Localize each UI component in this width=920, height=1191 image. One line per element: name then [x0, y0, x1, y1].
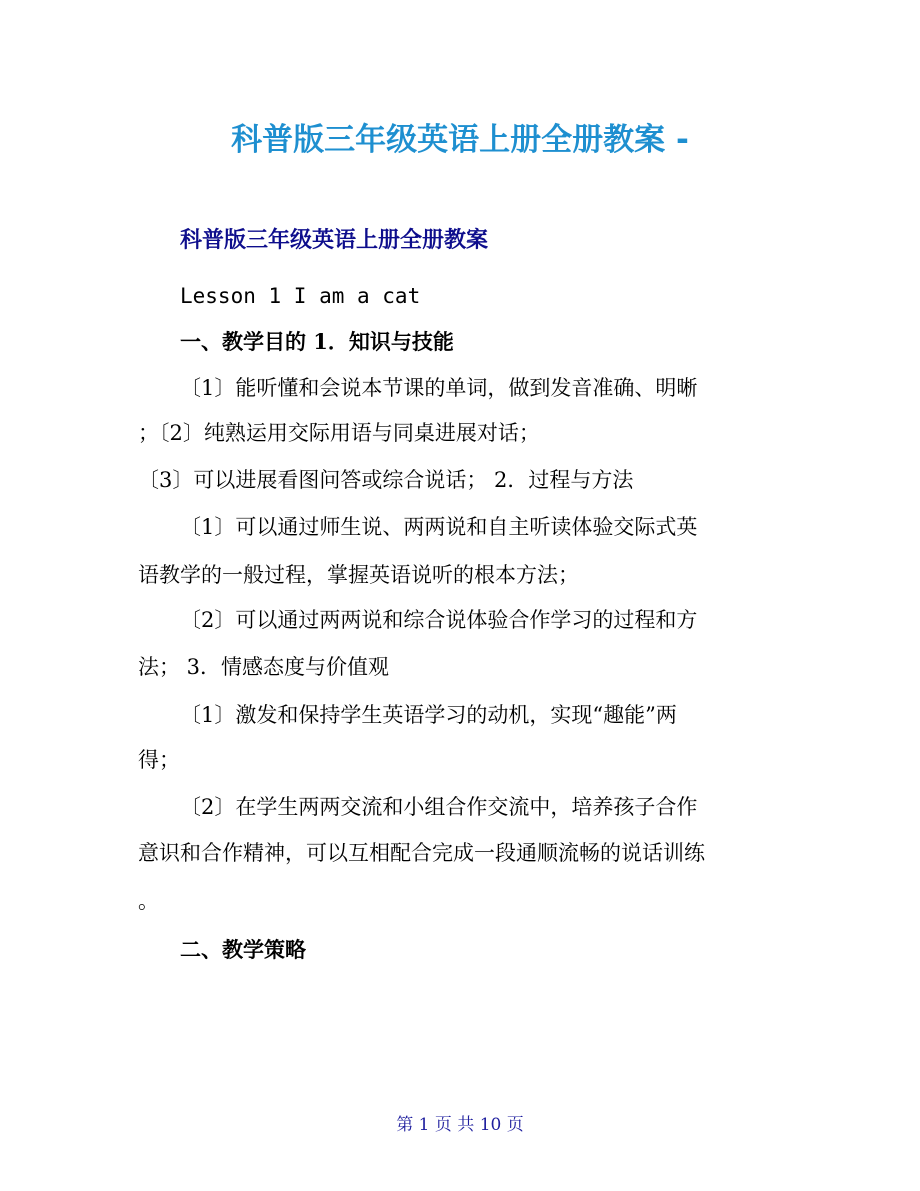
paragraph-line: 〔3〕可以进展看图问答或综合说话； 2．过程与方法 [138, 468, 634, 492]
lesson-heading: Lesson 1 I am a cat [180, 284, 421, 308]
paragraph-line: 〔1〕能听懂和会说本节课的单词，做到发音准确、明晰 [180, 376, 698, 400]
paragraph-line: 〔1〕可以通过师生说、两两说和自主听读体验交际式英 [180, 515, 698, 539]
section-heading-strategy: 二、教学策略 [180, 937, 306, 962]
document-subtitle: 科普版三年级英语上册全册教案 [180, 228, 489, 253]
paragraph-line: 法； 3．情感态度与价值观 [138, 655, 390, 679]
paragraph-line: ；〔2〕纯熟运用交际用语与同桌进展对话； [138, 421, 540, 445]
section-heading-objectives: 一、教学目的 1．知识与技能 [180, 329, 454, 354]
paragraph-line: 。 [138, 889, 159, 913]
document-title: 科普版三年级英语上册全册教案 - [231, 122, 689, 158]
paragraph-line: 意识和合作精神，可以互相配合完成一段通顺流畅的说话训练 [138, 841, 705, 865]
paragraph-line: 〔1〕激发和保持学生英语学习的动机，实现“趣能”两 [180, 703, 677, 727]
paragraph-line: 〔2〕在学生两两交流和小组合作交流中，培养孩子合作 [180, 795, 698, 819]
paragraph-line: 语教学的一般过程，掌握英语说听的根本方法； [138, 563, 579, 587]
paragraph-line: 得； [138, 748, 180, 772]
page-number-footer: 第 1 页 共 10 页 [396, 1115, 524, 1135]
paragraph-line: 〔2〕可以通过两两说和综合说体验合作学习的过程和方 [180, 608, 698, 632]
